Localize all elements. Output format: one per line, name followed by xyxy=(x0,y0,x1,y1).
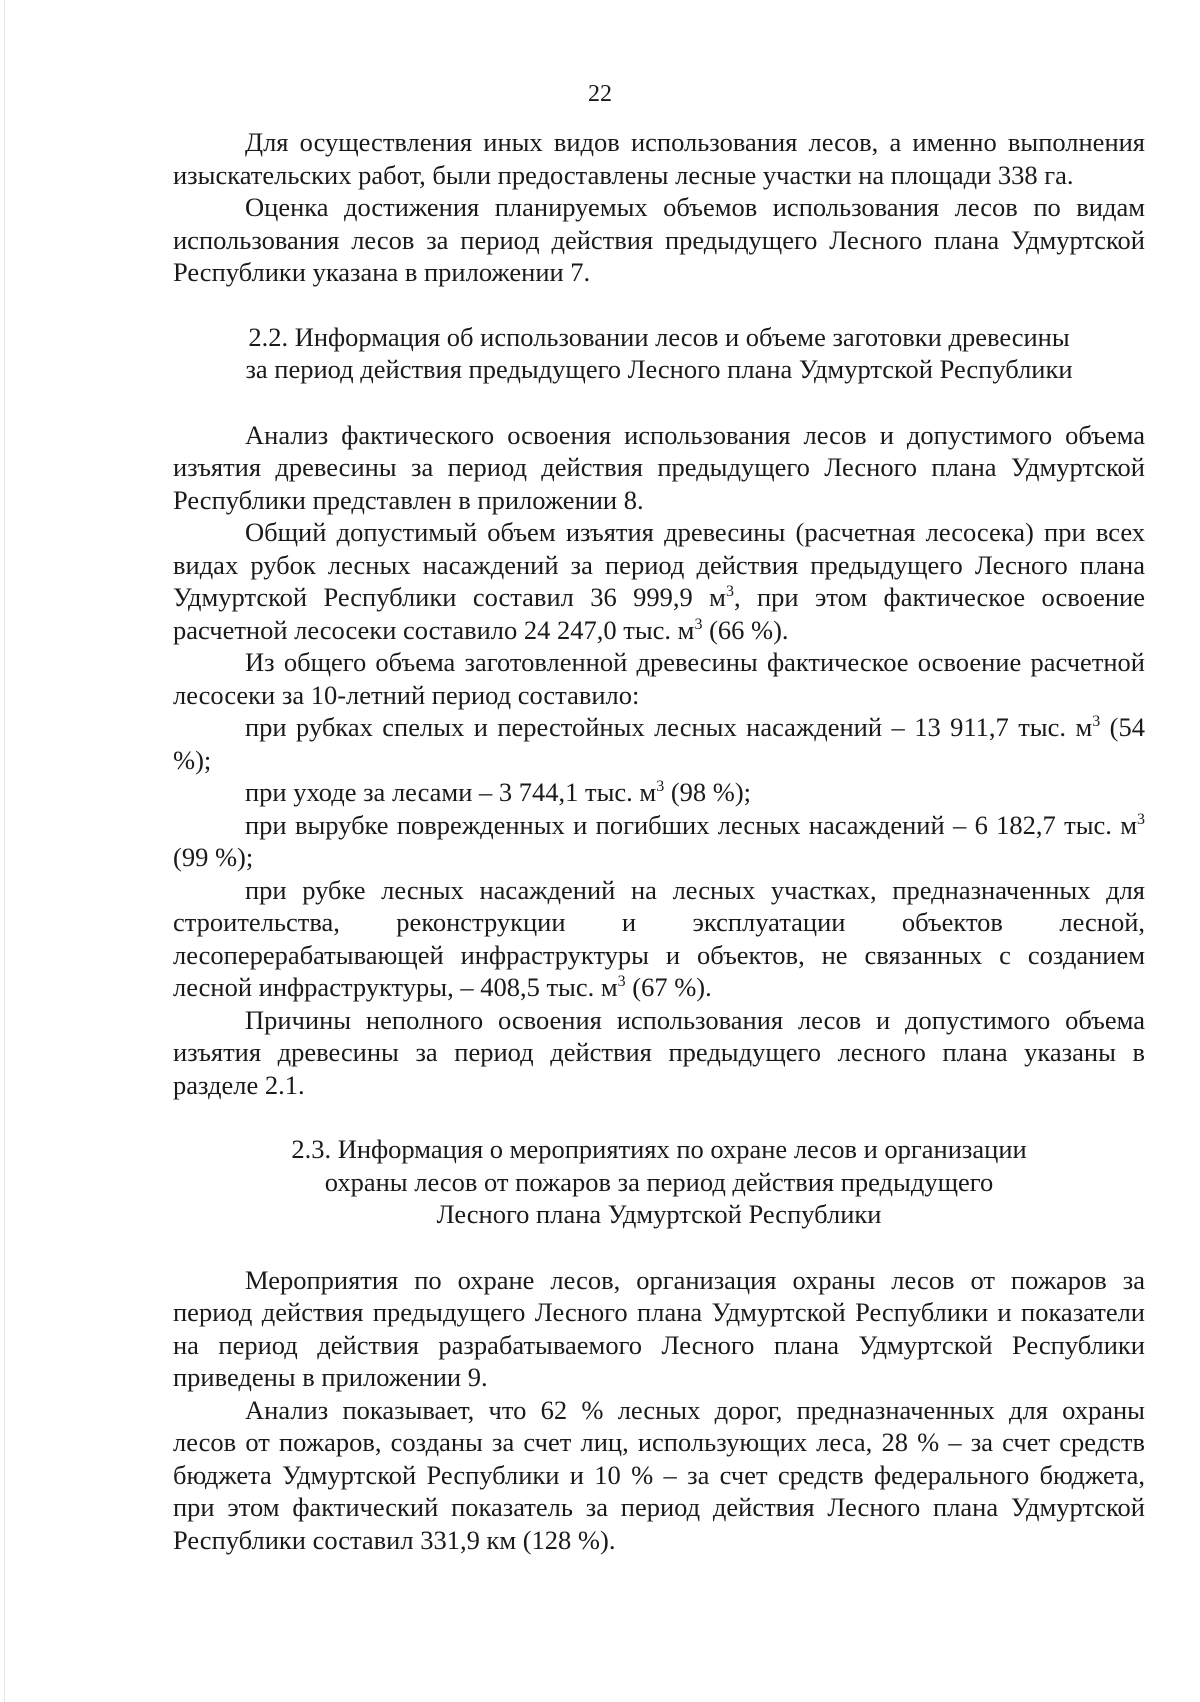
paragraph-text: (98 %); xyxy=(664,777,752,807)
superscript: 3 xyxy=(694,615,703,633)
paragraph: Причины неполного освоения использования лесов и допустимого объема изъятия древесины за период действия предыдущего лесного плана указаны в разделе 2.1. xyxy=(173,1004,1145,1100)
superscript: 3 xyxy=(725,583,734,600)
document-body xyxy=(173,126,1145,1556)
paragraph: Для осуществления иных видов использования лесов, а именно выполнения изыскательских работ, были предоставлены лесные участки на площади 338 га. xyxy=(173,127,1145,190)
paragraph-text: (99 %); xyxy=(173,842,254,872)
paragraph-text: при вырубке поврежденных и погибших лесных насаждений – 6 182,7 тыс. м xyxy=(245,809,1137,840)
paragraph-text: при рубках спелых и перестойных лесных насаждений – 13 911,7 тыс. м xyxy=(245,712,1093,742)
section-heading-2-2 xyxy=(173,321,1145,386)
section-heading-2-3 xyxy=(173,1133,1145,1231)
superscript: 3 xyxy=(1092,713,1101,730)
scan-edge xyxy=(4,0,5,1702)
paragraph-text: при уходе за лесами – 3 744,1 тыс. м xyxy=(245,777,657,807)
paragraph: Мероприятия по охране лесов, организация охраны лесов от пожаров за период действия предыдущего Лесного плана Удмуртской Республики и показатели на период действия разрабатываемого Лесного плана Удмуртской Республики приведены в приложении 9. xyxy=(173,1264,1145,1392)
list-item xyxy=(173,711,1145,776)
paragraph-text: (67 %). xyxy=(625,972,712,1002)
paragraph: Анализ фактического освоения использования лесов и допустимого объема изъятия древесины за период действия предыдущего Лесного плана Удмуртской Республики представлен в приложении 8. xyxy=(173,419,1145,515)
heading-line: 2.2. Информация об использовании лесов и объеме заготовки древесины xyxy=(248,321,1070,352)
superscript: 3 xyxy=(617,973,626,990)
list-item xyxy=(173,874,1145,1004)
superscript: 3 xyxy=(656,778,665,795)
superscript: 3 xyxy=(1137,810,1145,828)
list-item xyxy=(173,809,1145,874)
paragraph: Из общего объема заготовленной древесины фактическое освоение расчетной лесосеки за 10-летний период составило: xyxy=(173,647,1145,710)
heading-line: охраны лесов от пожаров за период действия предыдущего xyxy=(324,1166,994,1197)
heading-line: за период действия предыдущего Лесного плана Удмуртской Республики xyxy=(245,354,1073,384)
paragraph: Анализ показывает, что 62 % лесных дорог, предназначенных для охраны лесов от пожаров, созданы за счет лиц, использующих леса, 28 % – за счет средств бюджета Удмуртской Республики и 10 % – за счет средств федерального бюджета, при этом фактический показатель за период действия Лесного плана Удмуртской Республики составил 331,9 км (128 %). xyxy=(173,1394,1145,1555)
paragraph-text: , при этом фактическое освоение расчетной лесосеки составило 24 247,0 тыс. м xyxy=(173,582,1146,645)
list-item xyxy=(173,776,1145,809)
page-number: 22 xyxy=(588,81,612,107)
paragraph-text: (66 %). xyxy=(702,614,789,645)
paragraph-text: (54 %); xyxy=(173,712,1146,775)
paragraph xyxy=(173,516,1145,646)
paragraph: Оценка достижения планируемых объемов использования лесов по видам использования лесов за период действия предыдущего Лесного плана Удмуртской Республики указана в приложении 7. xyxy=(173,192,1145,287)
paragraph-text: Общий допустимый объем изъятия древесины (расчетная лесосека) при всех видах рубок лесных насаждений за период действия предыдущего Лесного плана Удмуртской Республики составил 36 999,9 м xyxy=(173,517,1145,612)
heading-line: Лесного плана Удмуртской Республики xyxy=(436,1199,882,1229)
paragraph-text: при рубке лесных насаждений на лесных участках, предназначенных для строительства, реконструкции и эксплуатации объектов лесной, лесоперерабатывающей инфраструктуры и объектов, не связанных с созданием лесной инфраструктуры, – 408,5 тыс. м xyxy=(173,874,1145,1002)
heading-line: 2.3. Информация о мероприятиях по охране лесов и организации xyxy=(291,1134,1027,1164)
